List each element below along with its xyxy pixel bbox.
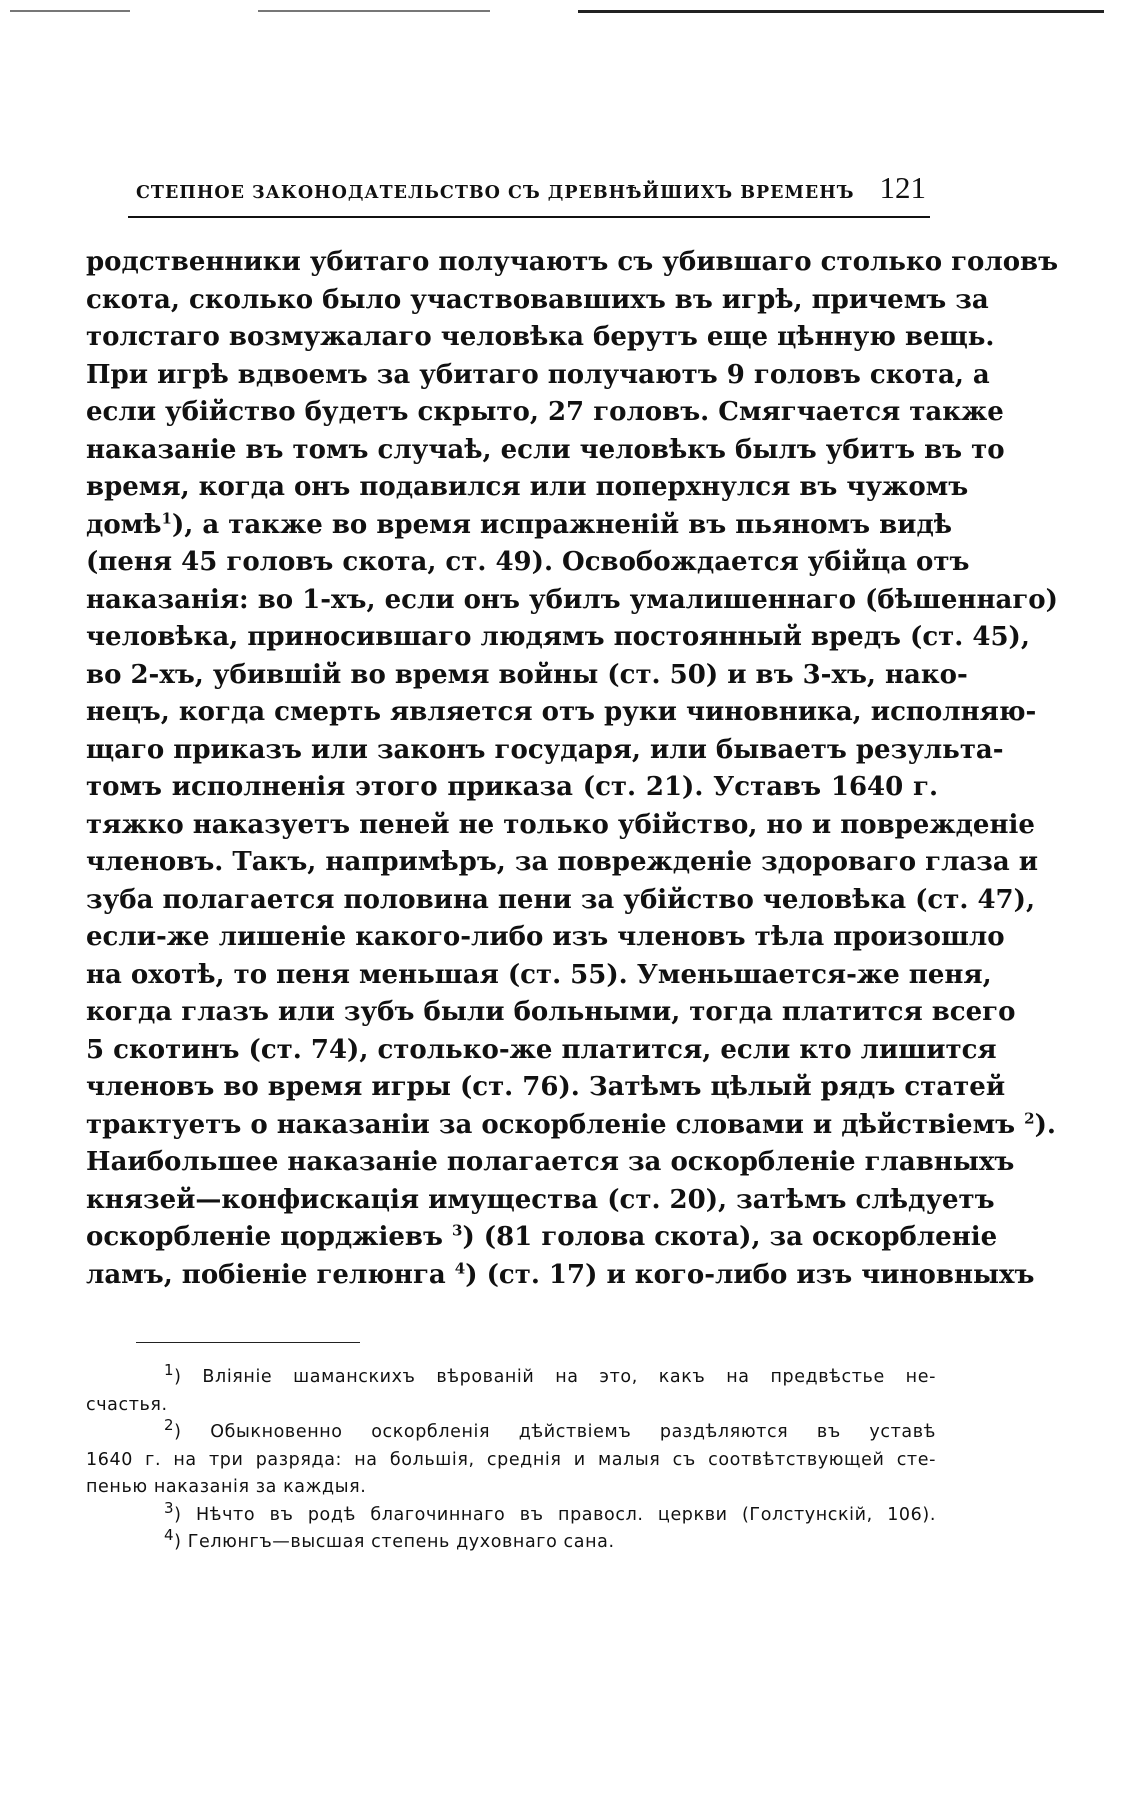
text-line: наказаніе въ томъ случаѣ, если человѣкъ былъ убитъ въ то [86, 434, 1005, 465]
text-fragment: трактуетъ о наказаніи за оскорбленіе словами и дѣйствіемъ [86, 1109, 1016, 1140]
footnote-marker: 3 [452, 1221, 463, 1240]
top-edge-line [578, 10, 1104, 13]
footnote-marker: 4 [454, 1258, 466, 1277]
text-fragment: домѣ [86, 509, 162, 540]
text-line: (пеня 45 головъ скота, ст. 49). Освобождается убійца отъ [86, 547, 970, 577]
footnote-4 [86, 1526, 936, 1557]
page-number: 121 [879, 170, 926, 205]
text-line: членовъ во время игры (ст. 76). Затѣмъ цѣлый рядъ статей [86, 1072, 1006, 1102]
text-line: наказанія: во 1-хъ, если онъ убилъ умалишеннаго (бѣшеннаго) [86, 584, 1058, 615]
text-line: родственники убитаго получаютъ съ убившаго столько головъ [86, 247, 1059, 277]
footnote-1 [86, 1361, 936, 1392]
footnote-marker: 2 [1024, 1108, 1035, 1127]
footnote-2-cont: пенью наказанія за каждыя. [86, 1477, 367, 1497]
footnote-marker: 2 [164, 1416, 175, 1435]
footnote-text: ) Гелюнгъ—высшая степень духовнаго сана. [174, 1532, 615, 1552]
text-fragment: ламъ, побіеніе гелюнга [86, 1259, 446, 1290]
text-line: князей—конфискація имущества (ст. 20), затѣмъ слѣдуетъ [86, 1184, 995, 1215]
header-rule [128, 216, 930, 218]
text-line: когда глазъ или зубъ были больными, тогда платится всего [86, 997, 1016, 1027]
footnote-marker: 4 [164, 1526, 175, 1545]
footnote-3 [86, 1498, 936, 1530]
text-fragment: ), а также во время испражненій въ пьяномъ видѣ [171, 509, 953, 540]
text-line: щаго приказъ или законъ государя, или бываетъ результа- [86, 734, 1004, 765]
text-line: время, когда онъ подавился или поперхнулся въ чужомъ [86, 472, 969, 502]
footnote-rule [136, 1342, 360, 1343]
text-line: толстаго возмужалаго человѣка берутъ еще цѣнную вещь. [86, 322, 995, 352]
text-line [86, 1219, 998, 1257]
text-line: томъ исполненія этого приказа (ст. 21). Уставъ 1640 г. [86, 772, 938, 802]
text-line: Наибольшее наказаніе полагается за оскорбленіе главныхъ [86, 1147, 1015, 1177]
text-fragment: ) (ст. 17) и кого-либо изъ чиновныхъ [465, 1259, 1035, 1290]
text-line: нецъ, когда смерть является отъ руки чиновника, исполняю- [86, 697, 1037, 727]
text-line: тяжко наказуетъ пеней не только убійство, но и поврежденіе [86, 809, 1035, 840]
text-line: на охотѣ, то пеня меньшая (ст. 55). Уменьшается-же пеня, [86, 959, 992, 990]
footnotes [86, 1361, 936, 1557]
running-head [136, 170, 926, 206]
text-line: зуба полагается половина пени за убійство человѣка (ст. 47), [86, 884, 1035, 915]
text-line [86, 1257, 1035, 1295]
footnote-2 [86, 1416, 936, 1447]
text-fragment: ). [1034, 1109, 1056, 1140]
text-line [86, 1107, 1056, 1145]
text-fragment: оскорбленіе цорджіевъ [86, 1222, 443, 1252]
footnote-marker: 1 [164, 1361, 175, 1380]
text-line: человѣка, приносившаго людямъ постоянный вредъ (ст. 45), [86, 622, 1030, 652]
footnote-text: ) Вліяніе шаманскихъ вѣрованій на это, какъ на предвѣстье не- [174, 1367, 936, 1387]
text-line: скота, сколько было участвовавшихъ въ игрѣ, причемъ за [86, 284, 989, 315]
text-fragment: ) (81 голова скота), за оскорбленіе [462, 1222, 998, 1252]
footnote-text: ) Нѣчто въ родѣ благочиннаго въ правосл. церкви (Голстунскій, 106). [174, 1504, 936, 1525]
footnote-text: ) Обыкновенно оскорбленія дѣйствіемъ раздѣляются въ уставѣ [174, 1422, 936, 1442]
text-line [86, 507, 953, 545]
text-line: При игрѣ вдвоемъ за убитаго получаютъ 9 головъ скота, а [86, 359, 990, 390]
text-line: во 2-хъ, убившій во время войны (ст. 50) и въ 3-хъ, нако- [86, 659, 968, 690]
top-edge-line [258, 10, 490, 12]
footnote-2-cont: 1640 г. на три разряда: на большія, среднія и малыя съ соотвѣтствующей сте- [86, 1449, 936, 1470]
text-line: если убійство будетъ скрыто, 27 головъ. Смягчается также [86, 397, 1004, 427]
top-edge-line [10, 10, 130, 12]
body-text [86, 244, 1059, 1294]
running-title: СТЕПНОЕ ЗАКОНОДАТЕЛЬСТВО СЪ ДРЕВНѢЙШИХЪ ВРЕМЕНЪ [136, 183, 855, 203]
footnote-marker: 3 [164, 1498, 175, 1517]
text-line: если-же лишеніе какого-либо изъ членовъ тѣла произошло [86, 922, 1005, 952]
footnote-marker: 1 [161, 508, 172, 527]
text-line: членовъ. Такъ, напримѣръ, за поврежденіе здороваго глаза и [86, 847, 1039, 877]
footnote-1-cont: счастья. [86, 1394, 168, 1415]
text-line: 5 скотинъ (ст. 74), столько-же платится, если кто лишится [86, 1034, 997, 1065]
